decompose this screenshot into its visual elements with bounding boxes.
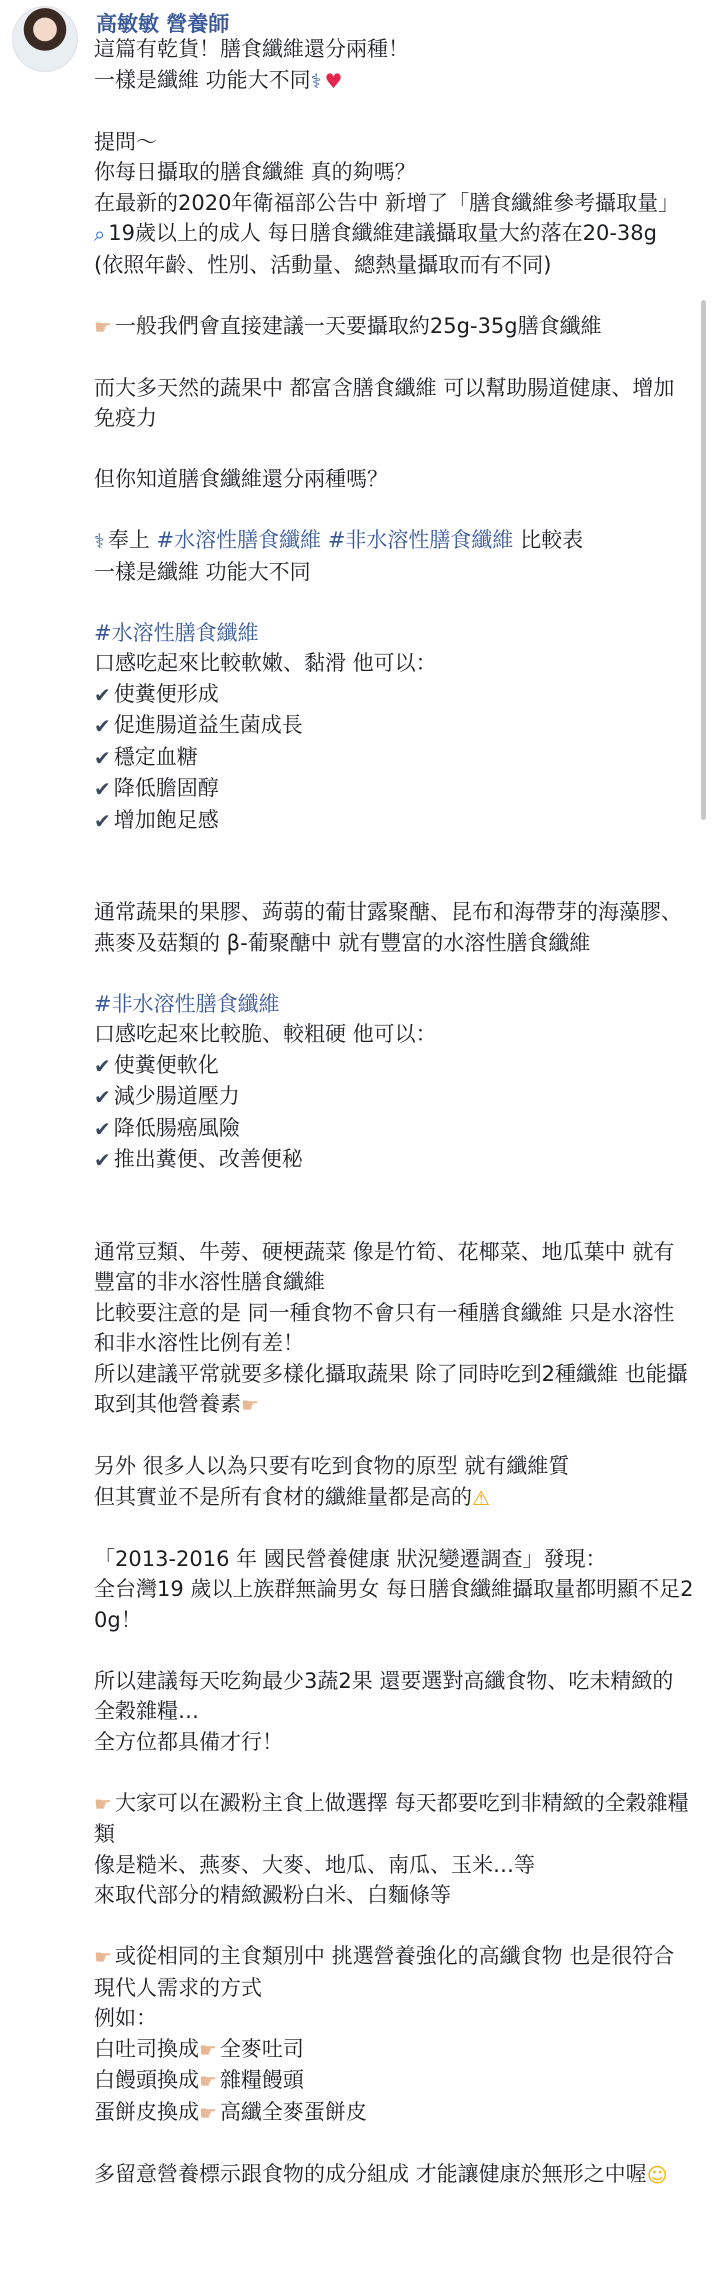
post-line bbox=[94, 897, 694, 958]
line-text: 降低膽固醇 bbox=[113, 776, 219, 800]
line-text: 增加飽足感 bbox=[113, 807, 219, 832]
line-text: 使糞便軟化 bbox=[113, 1052, 219, 1077]
line-text: 另外 很多人以為只要有吃到食物的原型 就有纖維質 bbox=[94, 1454, 570, 1478]
line-text: 在最新的2020年衛福部公告中 新增了「膳食纖維參考攝取量」 bbox=[94, 190, 680, 215]
blank-line bbox=[94, 1757, 694, 1788]
post-line bbox=[94, 1113, 694, 1145]
nurse-icon: ⚕ bbox=[310, 68, 322, 93]
author-name[interactable]: 高敏敏 營養師 bbox=[96, 12, 230, 36]
line-text: 「2013-2016 年 國民營養健康 狀況變遷調查」發現： bbox=[94, 1546, 607, 1571]
post-line bbox=[94, 1850, 694, 1881]
post-line bbox=[94, 1941, 694, 2003]
post-line bbox=[94, 218, 694, 250]
post-line bbox=[94, 710, 694, 742]
blank-line bbox=[94, 1176, 694, 1207]
pointing-hand-icon: ☛ bbox=[241, 1393, 259, 1417]
line-text: 一般我們會直接建議一天要攝取約25g-35g膳食纖維 bbox=[114, 313, 602, 338]
pointing-hand-icon: ☛ bbox=[199, 2100, 217, 2125]
line-text: 蛋餅皮換成 bbox=[94, 2099, 199, 2124]
post-line bbox=[94, 1019, 694, 1050]
line-text: 所以建議平常就要多樣化攝取蔬果 除了同時吃到2種纖維 也能攝取到其他營養素 bbox=[94, 1361, 688, 1416]
post-line bbox=[94, 1727, 694, 1758]
line-text: 高纖全麥蛋餅皮 bbox=[219, 2099, 367, 2124]
post-line bbox=[94, 1666, 694, 1727]
line-text: 通常蔬果的果膠、蒟蒻的葡甘露聚醣、昆布和海帶芽的海藻膠、燕麥及菇類的 β-葡聚醣中 就有豐富的水溶性膳食纖維 bbox=[94, 900, 682, 955]
line-text: 全麥吐司 bbox=[219, 2036, 304, 2061]
post-line bbox=[94, 34, 694, 65]
line-text: 白吐司換成 bbox=[94, 2036, 199, 2061]
check-icon: ✔ bbox=[94, 808, 111, 833]
post-line bbox=[94, 1144, 694, 1176]
line-text: 降低腸癌風險 bbox=[113, 1115, 240, 1140]
line-text: 雜糧饅頭 bbox=[219, 2068, 304, 2092]
line-text: 白饅頭換成 bbox=[94, 2068, 199, 2092]
pointing-hand-icon: ☛ bbox=[199, 2069, 217, 2093]
post-line bbox=[94, 1298, 694, 1359]
pointing-hand-icon: ☛ bbox=[94, 1945, 112, 1969]
check-icon: ✔ bbox=[94, 745, 111, 770]
pointing-hand-icon: ☛ bbox=[94, 314, 112, 339]
post-line bbox=[94, 1451, 694, 1482]
check-icon: ✔ bbox=[94, 1116, 111, 1141]
pointing-hand-icon: ☛ bbox=[94, 1791, 112, 1816]
line-text: 口感吃起來比較脆、較粗硬 他可以： bbox=[94, 1022, 437, 1046]
post-line bbox=[94, 464, 694, 495]
post-line bbox=[94, 2065, 694, 2097]
hashtag-link[interactable]: #非水溶性膳食纖維 bbox=[94, 991, 280, 1016]
line-text: 大家可以在澱粉主食上做選擇 每天都要吃到非精緻的全穀雜糧類 bbox=[94, 1790, 689, 1846]
post-line bbox=[94, 805, 694, 837]
post-line bbox=[94, 250, 694, 281]
post-line bbox=[94, 65, 694, 97]
post-line bbox=[94, 557, 694, 588]
line-text: 這篇有乾貨！膳食纖維還分兩種！ bbox=[94, 37, 409, 61]
post-line bbox=[94, 2034, 694, 2066]
warning-icon: ⚠ bbox=[472, 1485, 490, 1510]
post-line bbox=[94, 618, 694, 649]
check-icon: ✔ bbox=[94, 1053, 111, 1078]
post-line bbox=[94, 742, 694, 774]
nurse-icon: ⚕ bbox=[94, 529, 105, 553]
heart-icon: ♥ bbox=[324, 68, 343, 93]
line-text: 19歲以上的成人 每日膳食纖維建議攝取量大約落在20-38g bbox=[108, 221, 657, 245]
hashtag-link[interactable]: #水溶性膳食纖維 bbox=[94, 620, 259, 645]
check-icon: ✔ bbox=[94, 1085, 111, 1109]
blank-line bbox=[94, 587, 694, 618]
post-line bbox=[94, 989, 694, 1020]
line-text: 提問～ bbox=[94, 129, 157, 154]
blank-line bbox=[94, 280, 694, 311]
line-text: 但其實並不是所有食材的纖維量都是高的 bbox=[94, 1484, 472, 1509]
line-text: 但你知道膳食纖維還分兩種嗎？ bbox=[94, 467, 388, 491]
check-icon: ✔ bbox=[94, 714, 111, 738]
smile-icon: ☺ bbox=[646, 2162, 668, 2187]
line-text: 一樣是纖維 功能大不同 bbox=[94, 67, 311, 92]
author-avatar[interactable] bbox=[12, 6, 78, 72]
blank-line bbox=[94, 1513, 694, 1544]
post-line bbox=[94, 1359, 694, 1421]
line-text: 來取代部分的精緻澱粉白米、白麵條等 bbox=[94, 1883, 451, 1907]
post-line bbox=[94, 188, 694, 219]
blank-line bbox=[94, 434, 694, 465]
post-line bbox=[94, 311, 694, 343]
line-text: 比較表 bbox=[513, 528, 584, 552]
post-line bbox=[94, 1081, 694, 1113]
line-text: 全方位都具備才行！ bbox=[94, 1729, 283, 1754]
line-text bbox=[321, 528, 328, 552]
post-line bbox=[94, 525, 694, 557]
line-text: 口感吃起來比較軟嫩、黏滑 他可以： bbox=[94, 651, 437, 675]
line-text: 促進腸道益生菌成長 bbox=[113, 713, 303, 737]
blank-line bbox=[94, 1421, 694, 1452]
hashtag-link[interactable]: #水溶性膳食纖維 bbox=[156, 528, 322, 552]
blank-line bbox=[94, 495, 694, 526]
line-text: 穩定血糖 bbox=[113, 744, 198, 769]
post-line bbox=[94, 1880, 694, 1911]
line-text: 或從相同的主食類別中 挑選營養強化的高纖食物 也是很符合現代人需求的方式 bbox=[94, 1944, 675, 2000]
blank-line bbox=[94, 96, 694, 127]
blank-line bbox=[94, 2128, 694, 2159]
post-line bbox=[94, 648, 694, 679]
line-text: 通常豆類、牛蒡、硬梗蔬菜 像是竹筍、花椰菜、地瓜葉中 就有豐富的非水溶性膳食纖維 bbox=[94, 1239, 675, 1294]
line-text: 多留意營養標示跟食物的成分組成 才能讓健康於無形之中喔 bbox=[94, 2161, 647, 2186]
post-line bbox=[94, 1050, 694, 1082]
line-text: 而大多天然的蔬果中 都富含膳食纖維 可以幫助腸道健康、增加免疫力 bbox=[94, 375, 675, 430]
post-line bbox=[94, 1574, 694, 1635]
scrollbar[interactable] bbox=[701, 300, 706, 820]
post-line bbox=[94, 127, 694, 158]
post-line bbox=[94, 679, 694, 711]
check-icon: ✔ bbox=[94, 1148, 111, 1172]
post-line bbox=[94, 157, 694, 188]
magnifier-icon: ⌕ bbox=[94, 222, 106, 246]
post-line bbox=[94, 373, 694, 434]
post-line bbox=[94, 2159, 694, 2191]
blank-line bbox=[94, 1206, 694, 1237]
post-line bbox=[94, 1482, 694, 1514]
blank-line bbox=[94, 342, 694, 373]
check-icon: ✔ bbox=[94, 682, 111, 707]
line-text: 所以建議每天吃夠最少3蔬2果 還要選對高纖食物、吃未精緻的全穀雜糧… bbox=[94, 1668, 674, 1723]
line-text: (依照年齡、性別、活動量、總熱量攝取而有不同) bbox=[94, 252, 552, 277]
post-line bbox=[94, 2097, 694, 2129]
hashtag-link[interactable]: #非水溶性膳食纖維 bbox=[327, 528, 514, 552]
blank-line bbox=[94, 958, 694, 989]
line-text: 一樣是纖維 功能大不同 bbox=[94, 559, 311, 584]
post-line bbox=[94, 2003, 694, 2034]
line-text: 使糞便形成 bbox=[113, 681, 219, 706]
line-text: 比較要注意的是 同一種食物不會只有一種膳食纖維 只是水溶性和非水溶性比例有差！ bbox=[94, 1300, 675, 1355]
blank-line bbox=[94, 836, 694, 867]
post-line bbox=[94, 1237, 694, 1298]
post-line bbox=[94, 773, 694, 805]
post-line bbox=[94, 1544, 694, 1575]
blank-line bbox=[94, 1911, 694, 1942]
line-text: 奉上 bbox=[107, 528, 157, 552]
post-line bbox=[94, 1788, 694, 1850]
line-text: 減少腸道壓力 bbox=[113, 1084, 240, 1108]
line-text: 全台灣19 歲以上族群無論男女 每日膳食纖維攝取量都明顯不足20g！ bbox=[94, 1577, 694, 1632]
line-text: 例如： bbox=[94, 2006, 157, 2030]
pointing-hand-icon: ☛ bbox=[199, 2037, 217, 2062]
line-text: 你每日攝取的膳食纖維 真的夠嗎？ bbox=[94, 160, 416, 184]
line-text: 推出糞便、改善便秘 bbox=[113, 1147, 303, 1171]
post-body bbox=[94, 34, 694, 2190]
blank-line bbox=[94, 1635, 694, 1666]
blank-line bbox=[94, 867, 694, 898]
line-text: 像是糙米、燕麥、大麥、地瓜、南瓜、玉米…等 bbox=[94, 1852, 535, 1877]
check-icon: ✔ bbox=[94, 777, 111, 801]
